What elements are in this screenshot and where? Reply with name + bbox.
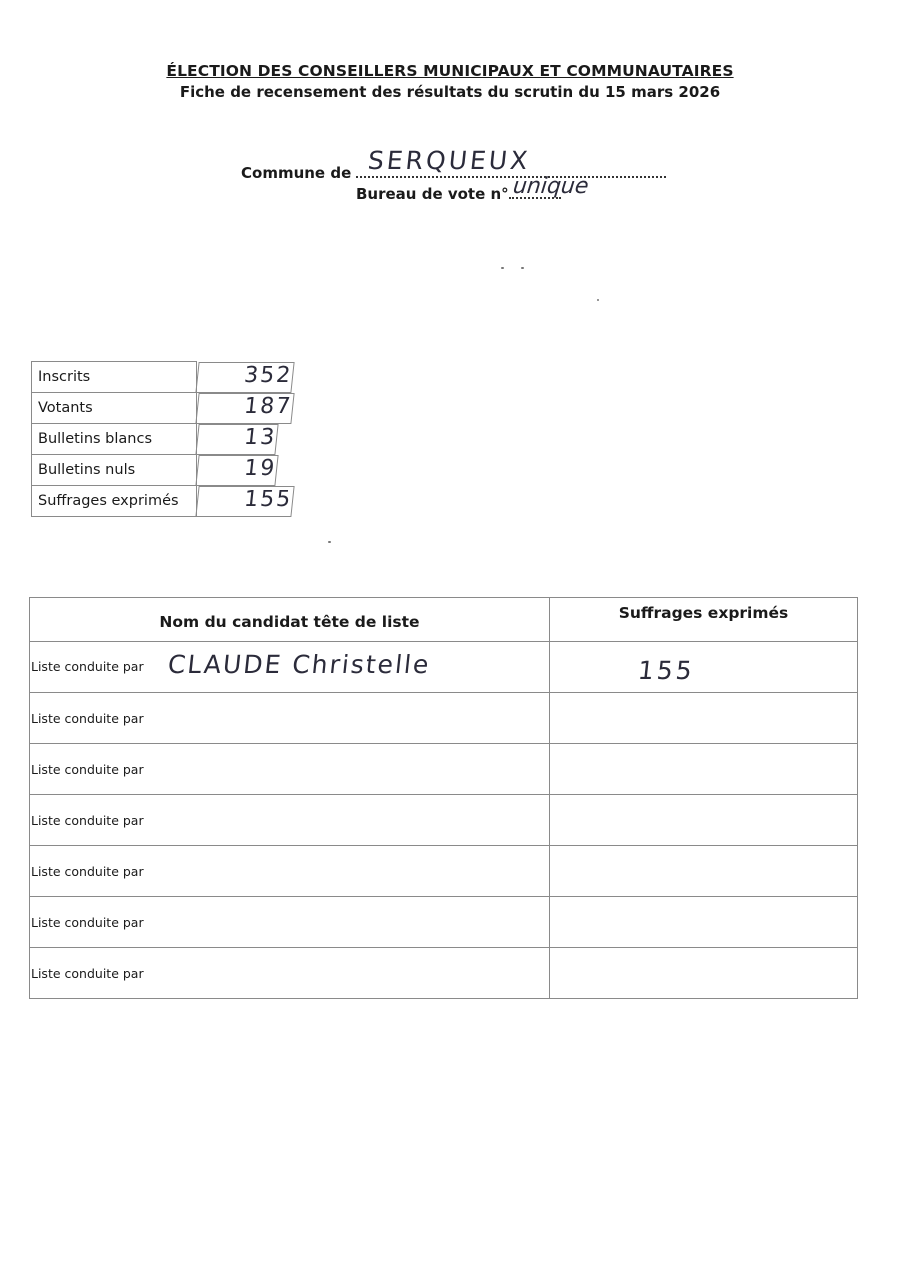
candidate-name: CLAUDE Christelle xyxy=(166,649,432,679)
commune-value: SERQUEUX xyxy=(366,146,533,175)
scan-speck xyxy=(521,267,524,269)
scan-speck xyxy=(501,267,504,269)
row-label: Liste conduite par xyxy=(31,658,144,674)
table-row xyxy=(30,744,858,795)
scan-speck xyxy=(328,541,331,543)
bureau-field xyxy=(356,174,590,203)
page-subtitle: Fiche de recensement des résultats du scrutin du 15 mars 2026 xyxy=(179,83,721,101)
votes-cell xyxy=(550,642,858,693)
row-label: Liste conduite par xyxy=(31,812,144,828)
stats-row-exprimes xyxy=(32,486,436,517)
table-row xyxy=(30,693,858,744)
results-table xyxy=(29,597,858,999)
votes-cell xyxy=(550,795,858,846)
table-row xyxy=(30,642,858,693)
table-row xyxy=(30,948,858,999)
stats-value: 352 xyxy=(195,362,294,393)
candidate-cell xyxy=(30,846,550,897)
stats-value: 13 xyxy=(195,424,278,455)
candidate-cell xyxy=(30,948,550,999)
scan-speck xyxy=(597,299,599,301)
stats-label: Bulletins nuls xyxy=(32,455,197,486)
row-label: Liste conduite par xyxy=(31,965,144,981)
candidate-votes: 155 xyxy=(636,655,697,685)
stats-table xyxy=(31,361,436,517)
stats-label: Votants xyxy=(32,393,197,424)
votes-cell xyxy=(550,948,858,999)
results-header-row xyxy=(30,598,858,642)
stats-value: 19 xyxy=(195,455,278,486)
header-votes: Suffrages exprimés xyxy=(550,598,858,642)
stats-value: 187 xyxy=(195,393,294,424)
bureau-dotted-line xyxy=(509,174,590,199)
row-label: Liste conduite par xyxy=(31,710,144,726)
votes-cell xyxy=(550,846,858,897)
header-candidate-name: Nom du candidat tête de liste xyxy=(30,598,550,642)
stats-label: Inscrits xyxy=(32,362,197,393)
commune-label: Commune de xyxy=(241,164,352,182)
row-label: Liste conduite par xyxy=(31,761,144,777)
stats-row-votants xyxy=(32,393,436,424)
page-title: ÉLECTION DES CONSEILLERS MUNICIPAUX ET COMMUNAUTAIRES xyxy=(166,62,734,80)
stats-row-blancs xyxy=(32,424,436,455)
candidate-cell xyxy=(30,693,550,744)
table-row xyxy=(30,795,858,846)
candidate-cell xyxy=(30,897,550,948)
table-row xyxy=(30,846,858,897)
stats-label: Suffrages exprimés xyxy=(32,486,197,517)
votes-cell xyxy=(550,897,858,948)
candidate-cell xyxy=(30,642,550,693)
votes-cell xyxy=(550,744,858,795)
stats-label: Bulletins blancs xyxy=(32,424,197,455)
table-row xyxy=(30,897,858,948)
row-label: Liste conduite par xyxy=(31,914,144,930)
bureau-label: Bureau de vote n° xyxy=(356,185,509,203)
stats-row-inscrits xyxy=(32,362,436,393)
bureau-value: unique xyxy=(511,174,590,199)
votes-cell xyxy=(550,693,858,744)
candidate-cell xyxy=(30,795,550,846)
stats-value: 155 xyxy=(195,486,294,517)
row-label: Liste conduite par xyxy=(31,863,144,879)
commune-dotted-line xyxy=(356,146,666,178)
candidate-cell xyxy=(30,744,550,795)
commune-field xyxy=(241,146,666,182)
stats-row-nuls xyxy=(32,455,436,486)
